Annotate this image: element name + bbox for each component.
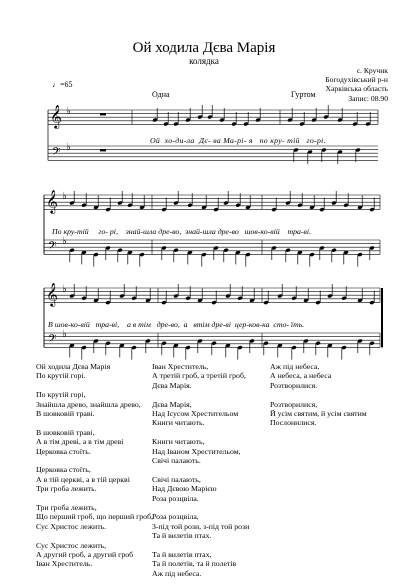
verse-line: А третій гроб, а третій гроб, <box>152 371 246 381</box>
verse-line: Та й вилетів птах. <box>152 531 212 541</box>
verse-line: Церковка стоїть, <box>36 465 91 475</box>
verse-line: Та й вилетів птах, <box>152 550 212 560</box>
verse-line: Послонилися. <box>270 418 317 428</box>
flat-sign: ♭ <box>62 329 67 340</box>
whole-rest <box>100 113 106 115</box>
verse-line: Іван Хреститель, <box>152 362 209 371</box>
verse-column-2 <box>152 362 249 588</box>
verse-line: Аж під небеса, <box>270 362 320 371</box>
verse-line: Іван Хреститель. <box>36 559 93 569</box>
whole-rest <box>100 149 106 151</box>
verse-line: А в тім древі, а в тім древі <box>36 437 124 447</box>
flat-sign: ♭ <box>62 236 67 247</box>
verse-line: Свічі палають, <box>152 474 201 484</box>
flat-sign: ♭ <box>62 191 67 202</box>
verse-column-1 <box>36 362 153 578</box>
verse-line: З-під той рози, з-під той рози <box>152 521 250 531</box>
verse-line: Що перший гроб, що перший гроб, <box>36 512 153 522</box>
verse-line: В шовковій траві. <box>36 409 95 419</box>
record-date: Запис: 08.90 <box>348 93 388 103</box>
verse-line: Аж під небеса. <box>152 568 202 578</box>
verse-line: А другий гроб, а другий гроб <box>36 550 134 560</box>
song-genre: колядка <box>189 56 219 66</box>
village-name: с. Кручик <box>356 66 388 75</box>
verse-line: Сус Христос лежить, <box>36 540 107 550</box>
verse-line: Книги читають. <box>152 418 205 428</box>
treble-clef: 𝄞 <box>46 282 58 306</box>
treble-clef: 𝄞 <box>50 104 62 128</box>
verse-line: Над Ісусом Хрестительом <box>152 409 239 419</box>
verse-stanza <box>36 390 153 418</box>
treble-clef: 𝄞 <box>46 189 58 213</box>
verse-stanza <box>152 362 249 390</box>
verse-column-3 <box>270 362 367 437</box>
verse-line: Свічі палають. <box>152 456 201 466</box>
verse-line: А небеса, а небеса <box>270 371 332 381</box>
verse-stanza <box>152 512 249 540</box>
verse-line: Ой ходила Дєва Марія <box>36 362 111 371</box>
verse-line: По крутій горі, <box>36 390 86 400</box>
lyric-line-2: По кру-тій го- рі, знай-шла дре-во, знай-шла дре-во шов-ко-вій тра-ві. <box>52 227 312 236</box>
flat-sign: ♭ <box>62 284 67 295</box>
verse-line: Три гроба лежить, <box>36 503 97 513</box>
verse-line: Знайшла древо, знайшла древо, <box>36 399 141 409</box>
verse-line: Церковка стоїть. <box>36 446 91 456</box>
bass-clef: 𝄢 <box>52 146 61 161</box>
song-title: Ой ходила Дєва Марія <box>132 40 276 56</box>
flat-sign: ♭ <box>66 106 71 117</box>
verse-line: А в тій церкві, а в тій церкві <box>36 474 130 484</box>
verse-line: Дєва Марія, <box>152 399 192 409</box>
tempo-marking: ♩=65 <box>52 80 73 89</box>
verse-stanza <box>152 475 249 503</box>
lyric-line-3: В шов-ко-вій тра-ві, а в тім дре-во, а втім дре-ві цер-ков-ка сто- їть. <box>48 320 305 329</box>
verse-line: Й усім святим, й усім святим <box>270 409 367 419</box>
verse-stanza <box>270 400 367 428</box>
part-chorus-label: Гуртом <box>291 90 316 99</box>
verse-line: По крутій горі. <box>36 371 86 381</box>
verse-line: Та й полетів, та й полетів <box>152 559 237 569</box>
part-solo-label: Одна <box>152 90 170 99</box>
verse-stanza <box>36 362 153 381</box>
verse-line: В шовковій траві, <box>36 427 95 437</box>
verse-stanza <box>152 550 249 578</box>
lyric-line-1: Ой хо-ди-ла Дє- ва Ма-рі- я по кру- тій го-рі. <box>150 136 326 145</box>
verse-line: Сус Христос лежить. <box>36 521 107 531</box>
verse-stanza <box>36 541 153 569</box>
region-name: Харківська область <box>325 84 388 94</box>
verse-line: Розтворилися. <box>270 380 318 390</box>
verse-stanza <box>152 400 249 428</box>
verse-stanza <box>36 465 153 493</box>
verse-line: Роза розцвіла, <box>152 512 199 522</box>
verse-stanza <box>270 362 367 390</box>
verse-line: Три гроба лежить. <box>36 484 97 494</box>
verse-line: Роза розцвіла. <box>152 493 199 503</box>
verse-stanza <box>36 503 153 531</box>
verse-line: Над Дєвою Марією <box>152 484 217 494</box>
verse-stanza <box>36 428 153 456</box>
verse-line: Розтворилися, <box>270 399 318 409</box>
bass-clef: 𝄢 <box>48 333 57 348</box>
verse-line: Над Іваном Хрестительом, <box>152 446 241 456</box>
verse-stanza <box>152 437 249 465</box>
verse-line: Дєва Марія. <box>152 380 192 390</box>
flat-sign: ♭ <box>66 142 71 153</box>
verse-line: Книги читають, <box>152 437 205 447</box>
district-name: Богодухівський р-н <box>325 75 388 85</box>
bass-clef: 𝄢 <box>48 240 57 255</box>
